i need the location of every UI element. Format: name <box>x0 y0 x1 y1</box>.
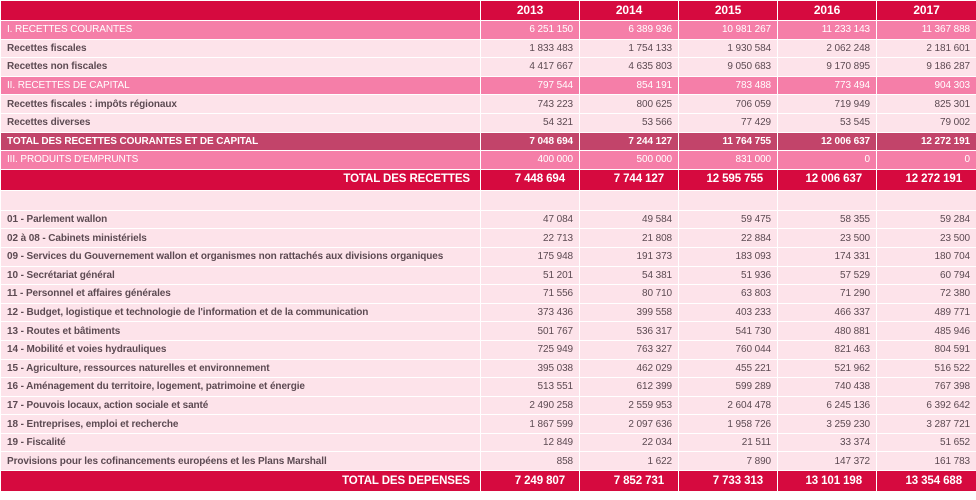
row-label: III. PRODUITS D'EMPRUNTS <box>1 151 481 170</box>
value-cell: 2 062 248 <box>778 39 877 58</box>
value-cell: 399 558 <box>580 303 679 322</box>
row-label: I. RECETTES COURANTES <box>1 21 481 40</box>
value-cell: 53 566 <box>580 113 679 132</box>
value-cell: 516 522 <box>877 359 976 378</box>
value-cell: 183 093 <box>679 247 778 266</box>
value-cell: 13 354 688 <box>877 471 976 492</box>
table-row <box>1 452 976 471</box>
section-row <box>1 151 976 170</box>
value-cell: 161 783 <box>877 452 976 471</box>
value-cell: 821 463 <box>778 340 877 359</box>
value-cell: 7 244 127 <box>580 132 679 151</box>
value-cell: 706 059 <box>679 95 778 114</box>
value-cell: 521 962 <box>778 359 877 378</box>
value-cell: 71 556 <box>481 285 580 304</box>
value-cell: 2 604 478 <box>679 396 778 415</box>
value-cell: 773 494 <box>778 76 877 95</box>
value-cell: 23 500 <box>877 229 976 248</box>
value-cell: 858 <box>481 452 580 471</box>
value-cell: 12 006 637 <box>778 169 877 190</box>
subtotal-row <box>1 132 976 151</box>
row-label: 11 - Personnel et affaires générales <box>1 285 481 304</box>
value-cell: 403 233 <box>679 303 778 322</box>
value-cell: 71 290 <box>778 285 877 304</box>
section-row <box>1 21 976 40</box>
value-cell: 53 545 <box>778 113 877 132</box>
value-cell: 22 884 <box>679 229 778 248</box>
value-cell: 541 730 <box>679 322 778 341</box>
value-cell: 7 852 731 <box>580 471 679 492</box>
row-label: 18 - Entreprises, emploi et recherche <box>1 415 481 434</box>
value-cell: 79 002 <box>877 113 976 132</box>
value-cell: 12 006 637 <box>778 132 877 151</box>
row-label: Recettes diverses <box>1 113 481 132</box>
value-cell: 6 245 136 <box>778 396 877 415</box>
value-cell: 22 034 <box>580 433 679 452</box>
value-cell <box>481 190 580 210</box>
value-cell: 500 000 <box>580 151 679 170</box>
table-row <box>1 266 976 285</box>
value-cell: 11 233 143 <box>778 21 877 40</box>
value-cell: 22 713 <box>481 229 580 248</box>
value-cell: 7 249 807 <box>481 471 580 492</box>
value-cell <box>778 190 877 210</box>
value-cell: 58 355 <box>778 210 877 229</box>
value-cell: 13 101 198 <box>778 471 877 492</box>
grand-total-row <box>1 471 976 492</box>
value-cell: 1 622 <box>580 452 679 471</box>
table-row <box>1 247 976 266</box>
row-label: 17 - Pouvois locaux, action sociale et santé <box>1 396 481 415</box>
value-cell: 743 223 <box>481 95 580 114</box>
value-cell: 51 936 <box>679 266 778 285</box>
value-cell: 174 331 <box>778 247 877 266</box>
value-cell: 33 374 <box>778 433 877 452</box>
header-year: 2014 <box>580 1 679 21</box>
grand-total-row <box>1 169 976 190</box>
value-cell: 175 948 <box>481 247 580 266</box>
value-cell: 0 <box>877 151 976 170</box>
value-cell: 12 272 191 <box>877 132 976 151</box>
value-cell: 455 221 <box>679 359 778 378</box>
value-cell: 904 303 <box>877 76 976 95</box>
value-cell: 462 029 <box>580 359 679 378</box>
value-cell: 4 417 667 <box>481 58 580 77</box>
value-cell: 6 389 936 <box>580 21 679 40</box>
row-label: 09 - Services du Gouvernement wallon et organismes non rattachés aux divisions organiques <box>1 247 481 266</box>
table-row <box>1 303 976 322</box>
value-cell: 797 544 <box>481 76 580 95</box>
value-cell: 1 867 599 <box>481 415 580 434</box>
value-cell: 147 372 <box>778 452 877 471</box>
value-cell: 80 710 <box>580 285 679 304</box>
value-cell: 9 170 895 <box>778 58 877 77</box>
value-cell: 57 529 <box>778 266 877 285</box>
value-cell: 10 981 267 <box>679 21 778 40</box>
value-cell: 51 201 <box>481 266 580 285</box>
value-cell: 725 949 <box>481 340 580 359</box>
header-year: 2015 <box>679 1 778 21</box>
table-row <box>1 340 976 359</box>
table-row <box>1 378 976 397</box>
table-row <box>1 229 976 248</box>
value-cell: 763 327 <box>580 340 679 359</box>
header-year: 2013 <box>481 1 580 21</box>
value-cell <box>679 190 778 210</box>
row-label: 15 - Agriculture, ressources naturelles et environnement <box>1 359 481 378</box>
table-row <box>1 39 976 58</box>
table-row <box>1 396 976 415</box>
table-row <box>1 113 976 132</box>
value-cell: 12 849 <box>481 433 580 452</box>
table-row <box>1 285 976 304</box>
header-year: 2017 <box>877 1 976 21</box>
value-cell: 21 808 <box>580 229 679 248</box>
value-cell: 3 287 721 <box>877 415 976 434</box>
value-cell <box>877 190 976 210</box>
value-cell: 800 625 <box>580 95 679 114</box>
value-cell: 612 399 <box>580 378 679 397</box>
table-row <box>1 95 976 114</box>
row-label: 16 - Aménagement du territoire, logement, patrimoine et énergie <box>1 378 481 397</box>
value-cell: 804 591 <box>877 340 976 359</box>
header-row <box>1 1 976 21</box>
value-cell: 4 635 803 <box>580 58 679 77</box>
table-row <box>1 58 976 77</box>
value-cell: 0 <box>778 151 877 170</box>
value-cell: 485 946 <box>877 322 976 341</box>
row-label: Recettes non fiscales <box>1 58 481 77</box>
value-cell: 7 733 313 <box>679 471 778 492</box>
value-cell: 466 337 <box>778 303 877 322</box>
value-cell: 54 381 <box>580 266 679 285</box>
header-label-cell <box>1 1 481 21</box>
value-cell: 1 754 133 <box>580 39 679 58</box>
value-cell: 489 771 <box>877 303 976 322</box>
value-cell <box>580 190 679 210</box>
row-label: II. RECETTES DE CAPITAL <box>1 76 481 95</box>
section-row <box>1 76 976 95</box>
row-label: 02 à 08 - Cabinets ministériels <box>1 229 481 248</box>
value-cell: 180 704 <box>877 247 976 266</box>
value-cell: 7 448 694 <box>481 169 580 190</box>
value-cell: 2 181 601 <box>877 39 976 58</box>
value-cell: 6 392 642 <box>877 396 976 415</box>
row-label: 19 - Fiscalité <box>1 433 481 452</box>
spacer-row <box>1 190 976 210</box>
row-label: Provisions pour les cofinancements européens et les Plans Marshall <box>1 452 481 471</box>
value-cell: 9 186 287 <box>877 58 976 77</box>
value-cell: 854 191 <box>580 76 679 95</box>
row-label: 10 - Secrétariat général <box>1 266 481 285</box>
value-cell: 767 398 <box>877 378 976 397</box>
value-cell: 1 930 584 <box>679 39 778 58</box>
table-row <box>1 210 976 229</box>
value-cell: 599 289 <box>679 378 778 397</box>
value-cell: 783 488 <box>679 76 778 95</box>
value-cell: 2 559 953 <box>580 396 679 415</box>
table-row <box>1 415 976 434</box>
row-label <box>1 190 481 210</box>
value-cell: 831 000 <box>679 151 778 170</box>
value-cell: 1 958 726 <box>679 415 778 434</box>
value-cell: 2 097 636 <box>580 415 679 434</box>
value-cell: 63 803 <box>679 285 778 304</box>
value-cell: 49 584 <box>580 210 679 229</box>
value-cell: 47 084 <box>481 210 580 229</box>
row-label: TOTAL DES RECETTES COURANTES ET DE CAPITAL <box>1 132 481 151</box>
value-cell: 7 048 694 <box>481 132 580 151</box>
value-cell: 513 551 <box>481 378 580 397</box>
value-cell: 9 050 683 <box>679 58 778 77</box>
value-cell: 6 251 150 <box>481 21 580 40</box>
value-cell: 72 380 <box>877 285 976 304</box>
value-cell: 23 500 <box>778 229 877 248</box>
value-cell: 54 321 <box>481 113 580 132</box>
value-cell: 373 436 <box>481 303 580 322</box>
value-cell: 760 044 <box>679 340 778 359</box>
row-label: 13 - Routes et bâtiments <box>1 322 481 341</box>
row-label: Recettes fiscales <box>1 39 481 58</box>
value-cell: 719 949 <box>778 95 877 114</box>
value-cell: 59 475 <box>679 210 778 229</box>
value-cell: 7 890 <box>679 452 778 471</box>
value-cell: 740 438 <box>778 378 877 397</box>
value-cell: 2 490 258 <box>481 396 580 415</box>
value-cell: 21 511 <box>679 433 778 452</box>
value-cell: 480 881 <box>778 322 877 341</box>
value-cell: 501 767 <box>481 322 580 341</box>
row-label: 14 - Mobilité et voies hydrauliques <box>1 340 481 359</box>
value-cell: 59 284 <box>877 210 976 229</box>
value-cell: 191 373 <box>580 247 679 266</box>
value-cell: 1 833 483 <box>481 39 580 58</box>
table-row <box>1 322 976 341</box>
row-label: Recettes fiscales : impôts régionaux <box>1 95 481 114</box>
value-cell: 11 367 888 <box>877 21 976 40</box>
value-cell: 77 429 <box>679 113 778 132</box>
value-cell: 400 000 <box>481 151 580 170</box>
table-body <box>1 21 976 492</box>
value-cell: 536 317 <box>580 322 679 341</box>
table-row <box>1 433 976 452</box>
table-row <box>1 359 976 378</box>
header-year: 2016 <box>778 1 877 21</box>
value-cell: 825 301 <box>877 95 976 114</box>
row-label: TOTAL DES RECETTES <box>1 169 481 190</box>
value-cell: 395 038 <box>481 359 580 378</box>
value-cell: 7 744 127 <box>580 169 679 190</box>
value-cell: 60 794 <box>877 266 976 285</box>
value-cell: 11 764 755 <box>679 132 778 151</box>
value-cell: 12 272 191 <box>877 169 976 190</box>
row-label: 12 - Budget, logistique et technologie de l'information et de la communication <box>1 303 481 322</box>
value-cell: 12 595 755 <box>679 169 778 190</box>
row-label: TOTAL DES DEPENSES <box>1 471 481 492</box>
value-cell: 51 652 <box>877 433 976 452</box>
value-cell: 3 259 230 <box>778 415 877 434</box>
row-label: 01 - Parlement wallon <box>1 210 481 229</box>
